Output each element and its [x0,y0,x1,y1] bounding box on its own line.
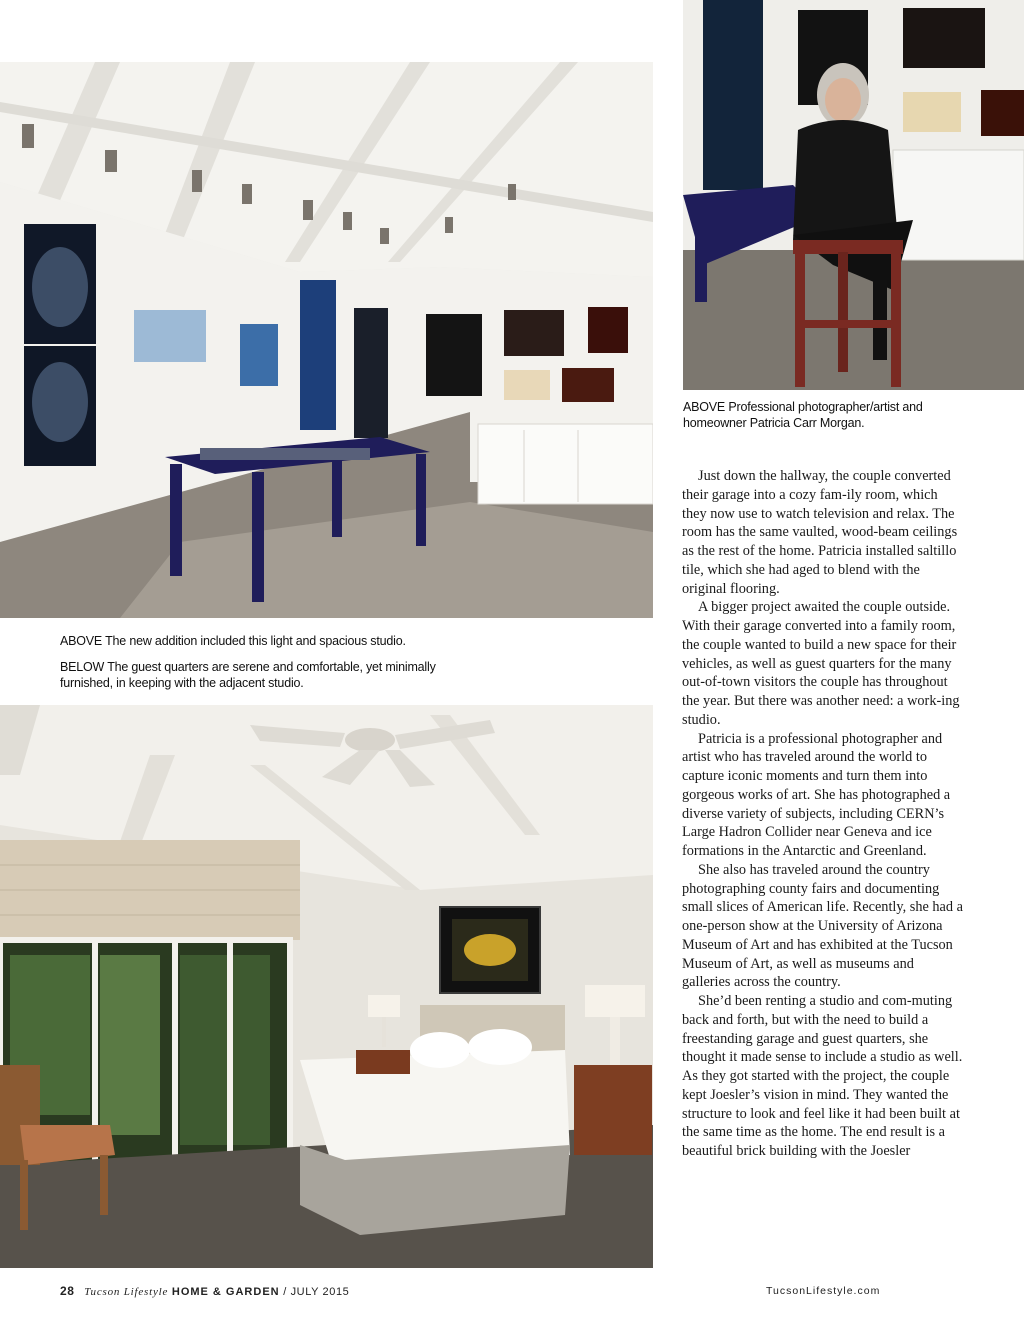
portrait-photo [683,0,1024,390]
caption-portrait: ABOVE Professional photographer/artist and homeowner Patricia Carr Morgan. [683,400,923,430]
article-paragraph: She also has traveled around the country photographing county fairs and documenting small slices of American life. Recently, she had a one-person show at the University of Arizona Museum of Art and has exhibited at the Tucson Museum of Art, as well as museums and galleries across the country. [682,861,963,991]
page-footer [60,1284,349,1298]
article-paragraph: She’d been renting a studio and com-muting back and forth, but with the need to build a freestanding garage and guest quarters, she thought it made sense to include a studio as well. As they got started with the project, the couple kept Joesler’s vision in mind. They wanted the structure to look and feel like it had been built at the same time as the home. The end result is a beautiful brick building with the Joesler [682,993,963,1159]
article-paragraph: A bigger project awaited the couple outside. With their garage converted into a family room, the couple wanted to build a new space for their vehicles, as well as guest quarters for the many out-of-town visitors the couple has throughout the year. But there was another need: a work-ing studio. [682,599,960,728]
issue-date: / JULY 2015 [283,1286,350,1298]
guest-room-photo [0,705,653,1268]
caption-guest: BELOW The guest quarters are serene and comfortable, yet minimally furnished, in keeping with the adjacent studio. [60,660,436,690]
article-body [682,467,964,1161]
article-paragraph: Just down the hallway, the couple converted their garage into a cozy fam-ily room, which they now use to watch television and relax. The room has the same vaulted, wood-beam ceilings as the rest of the home. Patricia installed saltillo tile, which she had aged to blend with the original flooring. [682,468,958,597]
page-number: 28 [60,1284,75,1298]
magazine-name: Tucson Lifestyle [84,1286,169,1298]
article-paragraph: Patricia is a professional photographer and artist who has traveled around the world to capture iconic moments and turn them into gorgeous works of art. She has photographed a diverse variety of subjects, including CERN’s Large Hadron Collider near Geneva and ice formations in the Antarctic and Greenland. [682,730,951,859]
website-url[interactable]: TucsonLifestyle.com [766,1285,881,1297]
caption-studio: ABOVE The new addition included this light and spacious studio. [60,634,406,648]
studio-photo [0,62,653,618]
magazine-section: HOME & GARDEN [171,1286,280,1298]
